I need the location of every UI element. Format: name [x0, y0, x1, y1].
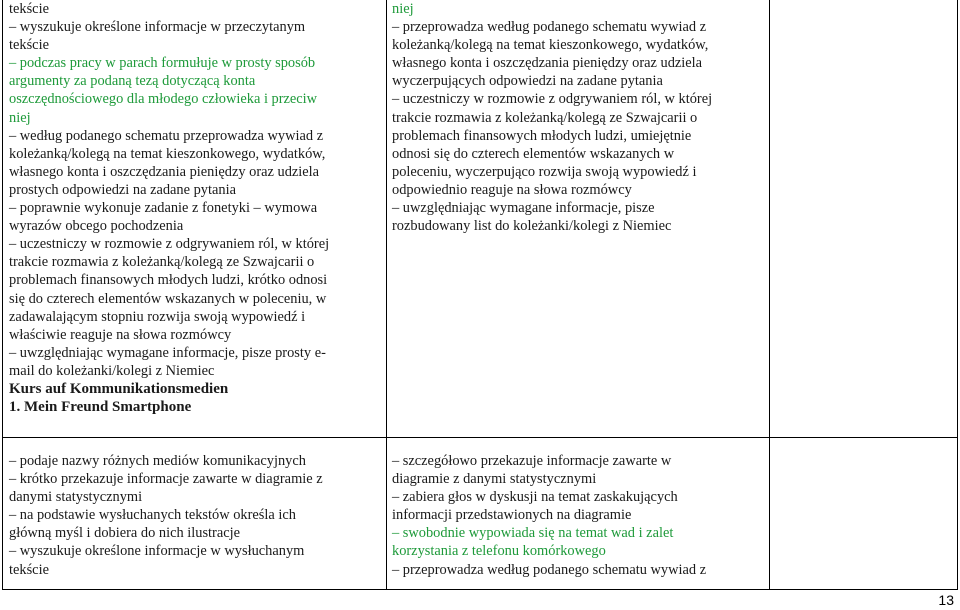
cell-right-top	[392, 0, 766, 235]
text-line: wyrazów obcego pochodzenia	[9, 218, 184, 235]
table-divider-right	[769, 0, 770, 590]
table-border-bottom	[2, 589, 958, 590]
text-line: – uczestniczy w rozmowie z odgrywaniem ról, w której	[9, 236, 330, 253]
text-line: – przeprowadza według podanego schematu wywiad z	[392, 561, 707, 578]
cell-right-bottom	[392, 452, 766, 579]
text-line: prostych odpowiedzi na zadane pytania	[9, 181, 236, 198]
text-line: odnosi się do czterech elementów wskazanych w	[392, 145, 675, 162]
table-border-right	[957, 0, 958, 590]
text-line: własnego konta i oszczędzania pieniędzy oraz udziela	[9, 163, 320, 180]
text-line: wyczerpujących odpowiedzi na zadane pytania	[392, 73, 663, 90]
text-line: – według podanego schematu przeprowadza wywiad z	[9, 127, 324, 144]
text-line: – krótko przekazuje informacje zawarte w diagramie z	[9, 471, 323, 488]
text-line: – uwzględniając wymagane informacje, pisze	[392, 200, 655, 217]
text-line: – podaje nazwy różnych mediów komunikacyjnych	[9, 453, 306, 469]
text-line: – podczas pracy w parach formułuje w prosty sposób	[9, 55, 316, 72]
text-line: – swobodnie wypowiada się na temat wad i zalet	[392, 525, 674, 542]
text-line: niej	[9, 109, 31, 126]
text-line: argumenty za podaną tezą dotyczącą konta	[9, 73, 256, 90]
text-line: mail do koleżanki/kolegi z Niemiec	[9, 362, 215, 379]
text-line: trakcie rozmawia z koleżanką/kolegą ze Szwajcarii o	[392, 109, 698, 126]
text-line: trakcie rozmawia z koleżanką/kolegą ze Szwajcarii o	[9, 254, 315, 271]
text-line: tekście	[9, 37, 49, 54]
text-line: problemach finansowych młodych ludzi, umiejętnie	[392, 127, 692, 144]
text-line: korzystania z telefonu komórkowego	[392, 543, 606, 560]
cell-left-bottom	[9, 452, 383, 579]
text-line: – uczestniczy w rozmowie z odgrywaniem ról, w której	[392, 91, 713, 108]
text-line: niej	[392, 1, 414, 17]
text-line: rozbudowany list do koleżanki/kolegi z Niemiec	[392, 218, 672, 235]
text-line: – poprawnie wykonuje zadanie z fonetyki – wymowa	[9, 200, 318, 217]
text-line: – szczegółowo przekazuje informacje zawarte w	[392, 453, 672, 469]
text-line: informacji przedstawionych na diagramie	[392, 507, 632, 524]
text-line: tekście	[9, 561, 49, 578]
page-number: 13	[938, 592, 954, 608]
text-line: zadawalającym stopniu rozwija swoją wypowiedź i	[9, 308, 306, 325]
text-line: – wyszukuje określone informacje w wysłuchanym	[9, 543, 305, 560]
text-line: diagramie z danymi statystycznymi	[392, 471, 597, 488]
text-line: oszczędnościowego dla młodego człowieka i przeciw	[9, 91, 318, 108]
text-line: główną myśl i dobiera do nich ilustracje	[9, 525, 240, 542]
text-line: koleżanką/kolegą na temat kieszonkowego, wydatków,	[9, 145, 326, 162]
cell-left-top	[9, 0, 383, 416]
text-line: koleżanką/kolegą na temat kieszonkowego, wydatków,	[392, 37, 709, 54]
text-line: – wyszukuje określone informacje w przeczytanym	[9, 19, 306, 36]
text-line: problemach finansowych młodych ludzi, krótko odnosi	[9, 272, 328, 289]
table-border-left	[2, 0, 3, 590]
table-divider-middle	[386, 0, 387, 590]
table-row-divider	[2, 437, 958, 438]
text-line: – uwzględniając wymagane informacje, pisze prosty e-	[9, 344, 326, 361]
text-line: poleceniu, wyczerpująco rozwija swoją wypowiedź i	[392, 163, 697, 180]
text-line: tekście	[9, 1, 49, 17]
text-line: Kurs auf Kommunikationsmedien	[9, 380, 229, 397]
text-line: właściwie reaguje na słowa rozmówcy	[9, 326, 232, 343]
text-line: danymi statystycznymi	[9, 489, 143, 506]
text-line: – przeprowadza według podanego schematu wywiad z	[392, 19, 707, 36]
text-line: – na podstawie wysłuchanych tekstów określa ich	[9, 507, 296, 524]
text-line: własnego konta i oszczędzania pieniędzy oraz udziela	[392, 55, 703, 72]
text-line: się do czterech elementów wskazanych w poleceniu, w	[9, 290, 327, 307]
text-line: odpowiednio reaguje na słowa rozmówcy	[392, 181, 632, 198]
text-line: 1. Mein Freund Smartphone	[9, 399, 192, 416]
text-line: – zabiera głos w dyskusji na temat zaskakujących	[392, 489, 678, 506]
